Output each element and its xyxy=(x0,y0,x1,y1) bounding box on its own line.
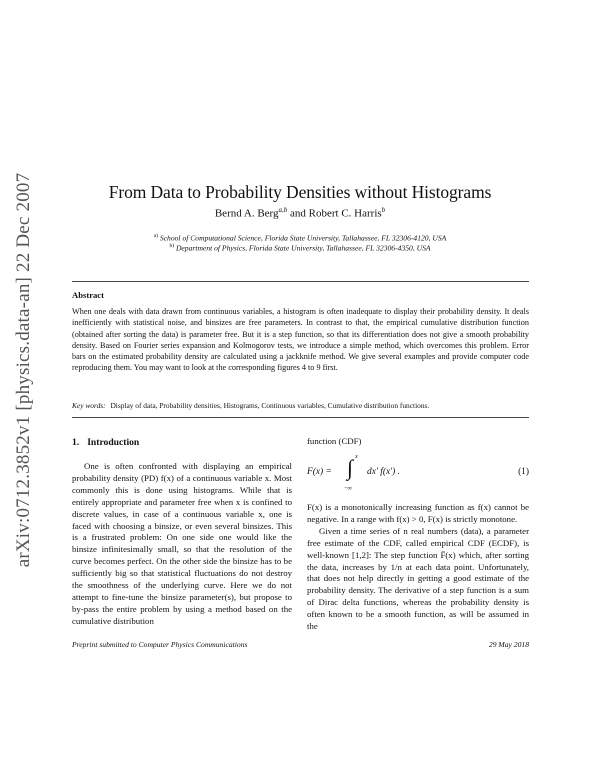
right-column-lead xyxy=(307,436,529,448)
section-number: 1. xyxy=(72,437,80,448)
paper-title: From Data to Probability Densities without Histograms xyxy=(108,182,492,202)
equation-rhs: dx′ f(x′) . xyxy=(367,467,400,477)
abstract-bottom-rule xyxy=(72,417,529,418)
integral-lower-limit: −∞ xyxy=(344,485,352,492)
author-conjunction: and xyxy=(287,207,309,220)
footer-date: 29 May 2018 xyxy=(488,640,529,649)
integral-sign-icon: ∫ xyxy=(347,455,354,480)
abstract-text: When one deals with data drawn from continuous variables, a histogram is often inadequate to display their probability density. It deals inefficiently with statistical noise, and binsizes are free parameters. In contrast to that, the empirical cumulative distribution function (obtained after sorting the data) is parameter free. But it is a step function, so that its differentiation does not give a smooth probability density. Based on Fourier series expansion and Kolmogorov tests, we introduce a simple method, which overcomes this problem. Error bars on the estimated probability density are calculated using a jackknife method. We give several examples and provide computer code reproducing them. You may want to look at the corresponding figures 4 to 9 first. xyxy=(72,307,529,373)
author-1-affil-mark: a,b xyxy=(278,206,288,214)
cdf-paragraph: F(x) is a monotonically increasing function as f(x) cannot be negative. In a range with f(x) > 0, F(x) is strictly monotone. xyxy=(307,502,529,524)
section-heading xyxy=(72,437,139,448)
keywords-text: Display of data, Probability densities, Histograms, Continuous variables, Cumulative distribution functions. xyxy=(110,401,430,410)
section-title: Introduction xyxy=(87,437,140,448)
right-column-body xyxy=(307,502,529,633)
intro-paragraph-1: One is often confronted with displaying an empirical probability density (PD) f(x) of a continuous variable x. Most commonly this is done using histograms. While that is entirely appropriate and parameter free when x is confined to discrete values, in case of a continuous variable x, one is faced with choosing a binsize, or even several binsizes. This is a frustrated problem: On one side one would like the binsize infinitesimally small, so that the resolution of the curve becomes perfect. On the other side the binsize has to be sufficiently big so that statistical fluctuations do not destroy the smoothness of the underlying curve. Here we do not attempt to fine-tune the binsize parameter(s), but propose to by-pass the entire problem by using a method based on the cumulative distribution xyxy=(72,461,292,626)
author-2-affil-mark: b xyxy=(381,206,386,214)
abstract-heading: Abstract xyxy=(72,290,104,300)
affiliation-b-mark: b) xyxy=(169,243,175,249)
keywords xyxy=(72,401,529,410)
keywords-label: Key words: xyxy=(72,401,106,410)
author-list xyxy=(0,206,600,220)
equation-lhs: F(x) = xyxy=(307,467,332,477)
abstract-top-rule xyxy=(72,281,529,282)
affiliation-b-text: Department of Physics, Florida State University, Tallahassee, FL 32306-4350, USA xyxy=(175,243,431,253)
integral-upper-limit: x xyxy=(355,453,358,460)
arxiv-sidebar-stamp xyxy=(4,160,44,580)
equation-number: (1) xyxy=(518,467,529,477)
affiliation-b xyxy=(0,243,600,253)
footer-preprint-note: Preprint submitted to Computer Physics Communications xyxy=(72,640,248,649)
equation-1 xyxy=(307,451,529,495)
left-column xyxy=(72,461,292,628)
author-1: Bernd A. Berg xyxy=(214,207,279,220)
cdf-lead-text: function (CDF) xyxy=(307,436,362,446)
affiliation-a xyxy=(0,233,600,243)
affiliation-a-text: School of Computational Science, Florida State University, Tallahassee, FL 32306-4120, USA xyxy=(159,233,447,243)
ecdf-paragraph: Given a time series of n real numbers (data), a parameter free estimate of the CDF, called empirical CDF (ECDF), is well-known [1,2]: The step function F̄(x) which, after sorting the data, increases by 1/n at each data point. Unfortunately, that does not help directly in getting a good estimate of the probability density. The derivative of a step function is a sum of Dirac delta functions, whereas the probability density is often known to be a smooth function, as will be assumed in the xyxy=(307,525,529,632)
arxiv-id: arXiv:0712.3852v1 [physics.data-an] 22 Dec 2007 xyxy=(13,172,34,568)
affiliation-a-mark: a) xyxy=(153,233,158,239)
author-2: Robert C. Harris xyxy=(308,207,382,220)
